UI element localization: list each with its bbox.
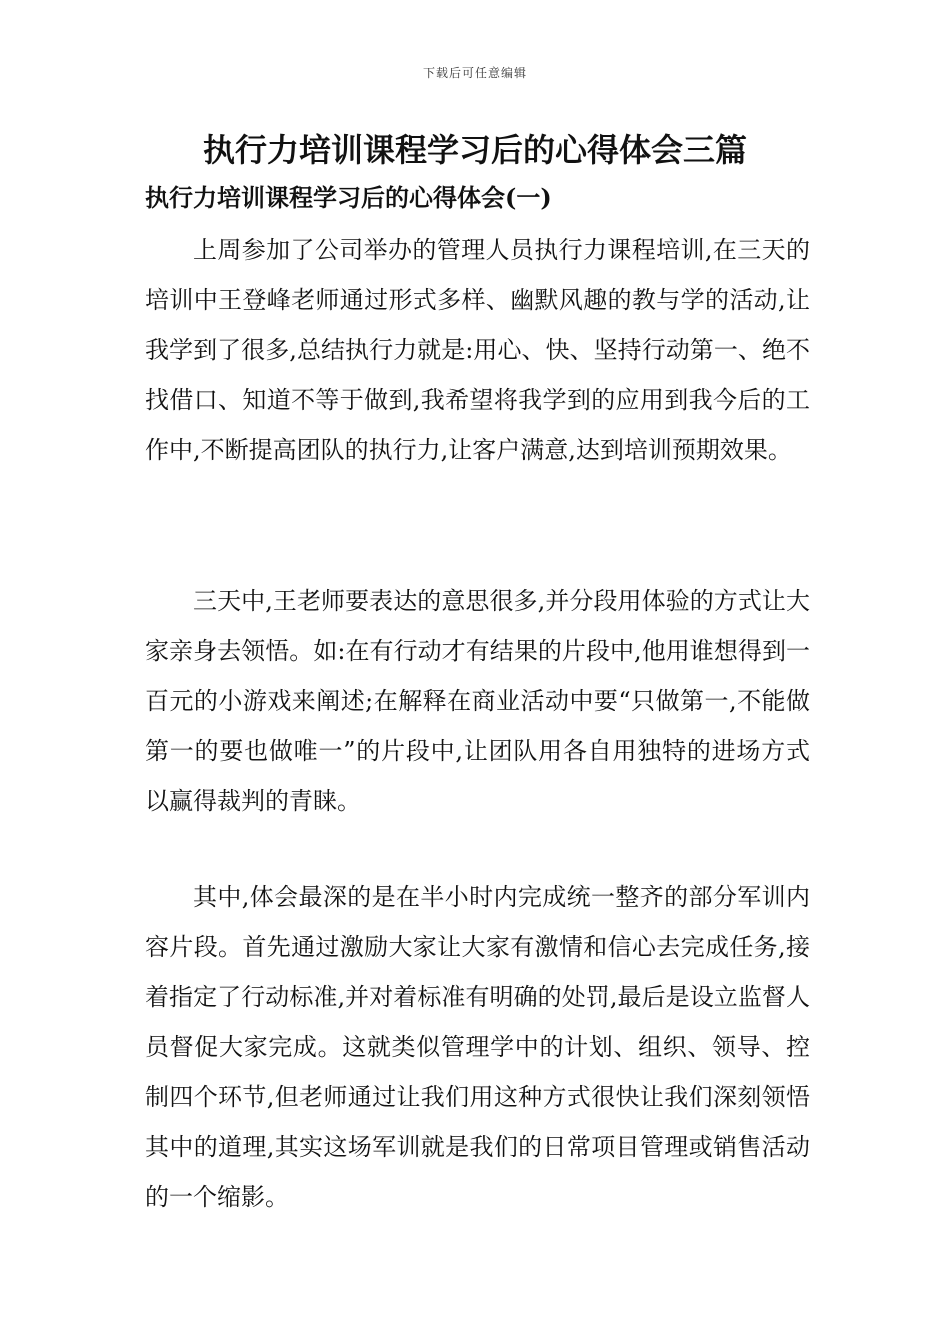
paragraph-2: 三天中,王老师要表达的意思很多,并分段用体验的方式让大家亲身去领悟。如:在有行动才有结果的片段中,他用谁想得到一百元的小游戏来阐述;在解释在商业活动中要“只做第一,不能做第一的要也做唯一”的片段中,让团队用各自用独特的进场方式以赢得裁判的青睐。 (145, 587, 810, 815)
document-title: 执行力培训课程学习后的心得体会三篇 (202, 131, 747, 169)
paragraph-3: 其中,体会最深的是在半小时内完成统一整齐的部分军训内容片段。首先通过激励大家让大家有激情和信心去完成任务,接着指定了行动标准,并对着标准有明确的处罚,最后是设立监督人员督促大家完成。这就类似管理学中的计划、组织、领导、控制四个环节,但老师通过让我们用这种方式很快让我们深刻领悟其中的道理,其实这场军训就是我们的日常项目管理或销售活动的一个缩影。 (145, 883, 810, 1211)
paragraph-1: 上周参加了公司举办的管理人员执行力课程培训,在三天的培训中王登峰老师通过形式多样、幽默风趣的教与学的活动,让我学到了很多,总结执行力就是:用心、快、坚持行动第一、绝不找借口、知道不等于做到,我希望将我学到的应用到我今后的工作中,不断提高团队的执行力,让客户满意,达到培训预期效果。 (145, 236, 810, 464)
section-heading: 执行力培训课程学习后的心得体会(一) (145, 183, 552, 212)
header-note: 下载后可任意编辑 (422, 66, 527, 80)
